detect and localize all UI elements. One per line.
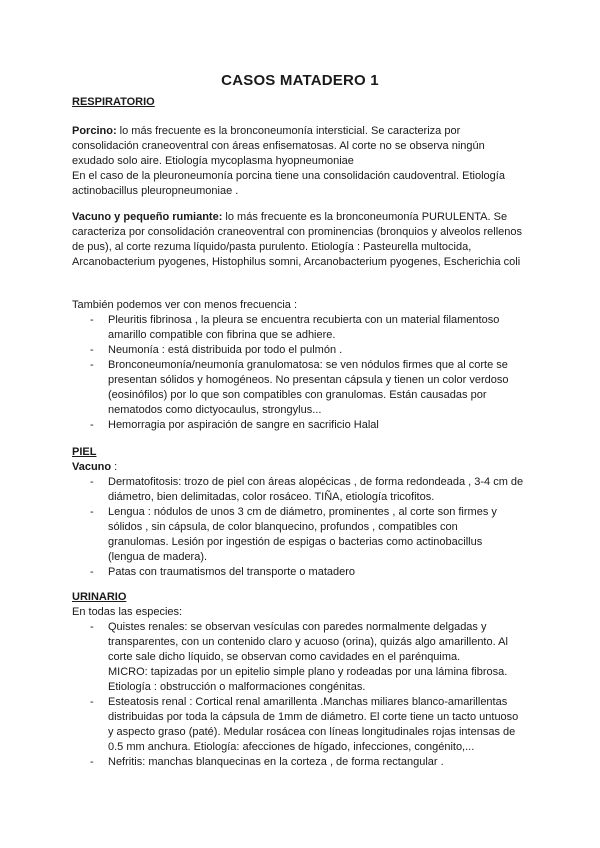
list-item-lengua: - Lengua : nódulos de unos 3 cm de diámetro, prominentes , al corte son firmes y sólidos , sin cápsula, de color blanquecino, profundos , compatibles con granulomas. Lesión por ingestión de espigas o bacterias como actinobacillus (lengua de madera). [72, 505, 532, 565]
text-porcino: lo más frecuente es la bronconeumonía intersticial. Se caracteriza por consolidación craneoventral con áreas enfisematosas. Al corte no se observa ningún exudado solo aire. Etiología mycoplasma hyopneumoniae En el caso de la pleuroneumonía porcina tiene una consolidación caudoventral. Etiología actinobacillus pleuropneumoniae . [72, 125, 505, 197]
list-respiratorio [72, 313, 532, 433]
paragraph-porcino [72, 124, 532, 199]
list-item-quistes-renales: - Quistes renales: se observan vesículas con paredes normalmente delgadas y transparentes, con un contenido claro y acuoso (orina), quizás algo amarillento. Al corte sale dicho líquido, se observan como cavidades en el parénquima. MICRO: tapizadas por un epitelio simple plano y rodeadas por una lámina fibrosa. Etiología : obstrucción o malformaciones congénitas. [72, 620, 532, 695]
list-piel [72, 475, 532, 580]
list-item-dermatofitosis: - Dermatofitosis: trozo de piel con áreas alopécicas , de forma redondeada , 3-4 cm de diámetro, bien delimitadas, color rosáceo. TIÑA, etiología tricofitos. [72, 475, 532, 505]
section-heading-respiratorio: RESPIRATORIO [72, 96, 155, 108]
paragraph-vacuno-rumiante [72, 210, 532, 270]
list-item-nefritis: - Nefritis: manchas blanquecinas en la corteza , de forma rectangular . [72, 755, 532, 770]
label-porcino: Porcino: [72, 125, 117, 137]
text-vacuno-suffix: : [111, 461, 118, 473]
list-item-esteatosis-renal: - Esteatosis renal : Cortical renal amarillenta .Manchas miliares blanco-amarillentas distribuidas por toda la cápsula de 1mm de diámetro. El corte tiene un tacto untuoso y aspecto graso (paté). Medular rosácea con líneas longitudinales rojas intensas de 0.5 mm anchura. Etiología: afecciones de hígado, infecciones, congénito,... [72, 695, 532, 755]
text-vacuno-rumiante: lo más frecuente es la bronconeumonía PURULENTA. Se caracteriza por consolidación craneoventral con prominencias (bronquios y alveolos rellenos de pus), al corte rezuma líquido/pasta purulento. Etiología : Pasteurella multocida, Arcanobacterium pyogenes, Histophilus somni, Arcanobacterium pyogenes, Escherichia coli [72, 211, 523, 268]
list-item-neumonia: - Neumonía : está distribuida por todo el pulmón . [72, 343, 532, 358]
paragraph-tambien: También podemos ver con menos frecuencia : [72, 299, 298, 311]
list-item-patas: - Patas con traumatismos del transporte o matadero [72, 565, 532, 580]
list-item-bronconeumonia-granulomatosa: - Bronconeumonía/neumonía granulomatosa: se ven nódulos firmes que al corte se presentan sólidos y homogéneos. No presentan cápsula y tienen un color verdoso (eosinófilos) por lo que son compatibles con granulomas. Están causadas por nematodos como dictyocaulus, strongylus... [72, 358, 532, 418]
list-item-hemorragia: - Hemorragia por aspiración de sangre en sacrificio Halal [72, 418, 532, 433]
label-vacuno-rumiante: Vacuno y pequeño rumiante: [72, 211, 223, 223]
list-item-pleuritis: - Pleuritis fibrinosa , la pleura se encuentra recubierta con un material filamentoso amarillo compatible con fibrina que se adhiere. [72, 313, 532, 343]
section-heading-urinario: URINARIO [72, 591, 127, 603]
document-title: CASOS MATADERO 1 [221, 72, 379, 89]
label-vacuno: Vacuno [72, 461, 112, 473]
paragraph-piel-species [72, 460, 532, 475]
paragraph-urinario-intro: En todas las especies: [72, 606, 183, 618]
section-heading-piel: PIEL [72, 446, 97, 458]
list-urinario [72, 620, 532, 770]
